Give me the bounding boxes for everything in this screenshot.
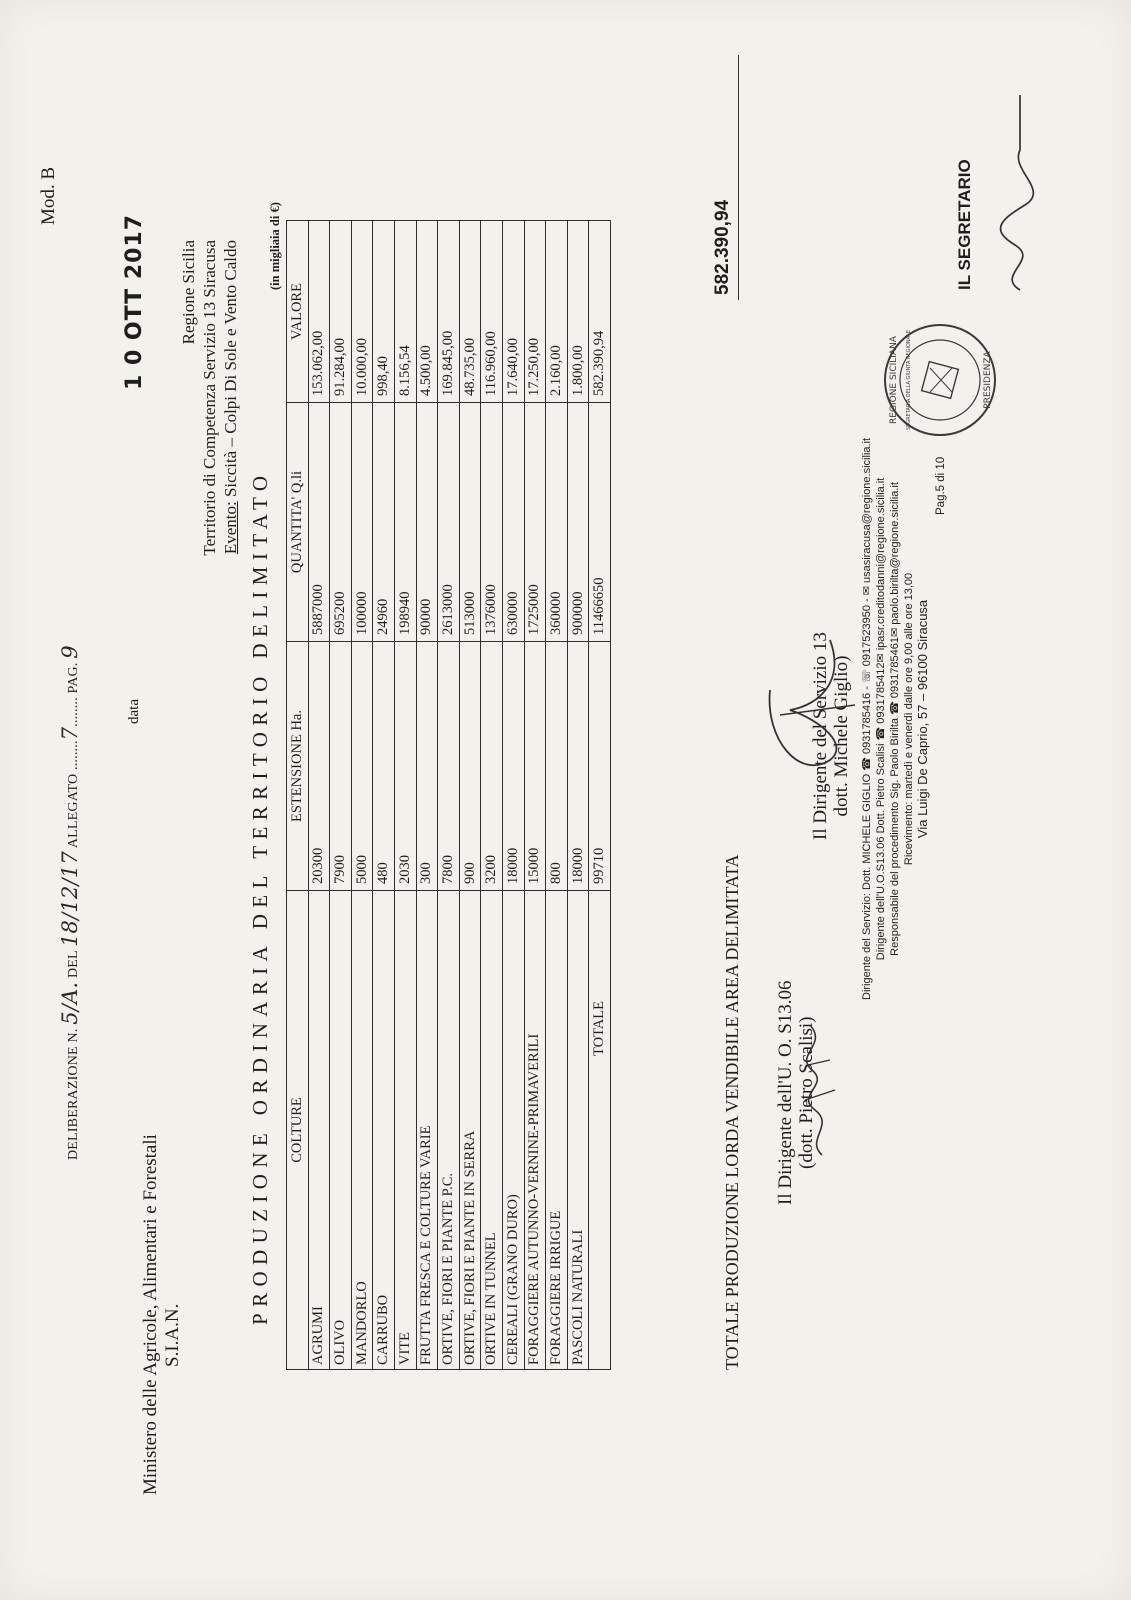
production-table	[286, 220, 611, 1370]
table-row	[351, 221, 373, 1370]
header-valore: VALORE	[287, 221, 309, 403]
allegato-number: 7	[58, 726, 82, 741]
cell-estensione: 5000	[351, 642, 373, 891]
cell-estensione: 300	[416, 642, 438, 891]
cell-quantita: 2613000	[438, 403, 460, 642]
table-row	[308, 221, 330, 1370]
cell-quantita: 1376000	[481, 403, 503, 642]
handwritten-signature-segretario	[990, 90, 1050, 300]
evento-text: Siccità – Colpi Di Sole e Vento Caldo	[221, 240, 240, 498]
page-number: Pag.5 di 10	[935, 456, 947, 515]
delibera-date: 18/12/17	[58, 851, 82, 947]
cell-estensione: 7800	[438, 642, 460, 891]
delibera-del: DEL	[66, 950, 81, 978]
seal-text-bottom: PRESIDENZA	[983, 351, 993, 409]
cell-quantita: 360000	[546, 403, 568, 642]
cell-coltura: AGRUMI	[308, 891, 330, 1370]
totale-value: 582.390,94	[712, 199, 733, 295]
cell-valore: 998,40	[373, 221, 395, 403]
signature-uo-title: Il Dirigente dell'U. O. S13.06	[775, 980, 796, 1205]
cell-quantita: 100000	[351, 403, 373, 642]
segretario-label: IL SEGRETARIO	[955, 159, 974, 290]
footer-line-1: Dirigente del Servizio: Dott. MICHELE GIGLIO ☎ 0931785416 - ☏ 0917523950 - ✉ usasiracusa@regione.sicilia.it	[861, 437, 873, 1000]
cell-estensione: 18000	[567, 642, 589, 891]
table-header-row	[287, 221, 309, 1370]
cell-valore: 116.960,00	[481, 221, 503, 403]
cell-valore: 91.284,00	[330, 221, 352, 403]
mod-label: Mod. B	[38, 166, 59, 225]
total-valore: 582.390,94	[589, 221, 611, 403]
cell-coltura: PASCOLI NATURALI	[567, 891, 589, 1370]
cell-estensione: 800	[546, 642, 568, 891]
table-row	[394, 221, 416, 1370]
ministero-name: Ministero delle Agricole, Alimentari e Forestali	[140, 1134, 161, 1495]
cell-valore: 10.000,00	[351, 221, 373, 403]
table-row	[438, 221, 460, 1370]
ministero-block	[140, 1134, 184, 1495]
table-total-row	[589, 221, 611, 1370]
cell-valore: 153.062,00	[308, 221, 330, 403]
cell-quantita: 198940	[394, 403, 416, 642]
table-row	[567, 221, 589, 1370]
cell-estensione: 2030	[394, 642, 416, 891]
cell-valore: 169.845,00	[438, 221, 460, 403]
cell-estensione: 7900	[330, 642, 352, 891]
total-quantita: 11466650	[589, 403, 611, 642]
signature-s13-name: dott. Michele Giglio)	[831, 655, 852, 817]
table-body	[308, 221, 610, 1370]
page-title: PRODUZIONE ORDINARIA DEL TERRITORIO DELIMITATO	[248, 469, 272, 1325]
header-colture: COLTURE	[287, 891, 309, 1370]
cell-coltura: FORAGGIERE AUTUNNO-VERNINE-PRIMAVERILI	[524, 891, 546, 1370]
footer-contacts	[860, 438, 930, 1000]
total-label-cell: TOTALE	[589, 891, 611, 1370]
delibera-prefix: DELIBERAZIONE N.	[66, 1028, 81, 1160]
cell-quantita: 900000	[567, 403, 589, 642]
signature-uo-name: (dott. Pietro Scalisi)	[796, 1016, 817, 1169]
cell-valore: 1.800,00	[567, 221, 589, 403]
territorio-line: Territorio di Competenza Servizio 13 Siracusa	[200, 240, 219, 556]
cell-estensione: 480	[373, 642, 395, 891]
table-row	[546, 221, 568, 1370]
handwritten-signature-scalisi	[800, 1020, 840, 1160]
table-row	[373, 221, 395, 1370]
cell-valore: 48.735,00	[459, 221, 481, 403]
cell-estensione: 20300	[308, 642, 330, 891]
signature-s13-title: Il Dirigente del Servizio 13	[810, 632, 831, 840]
evento-line	[220, 240, 241, 940]
footer-address: Via Luigi De Caprio, 57 – 96100 Siracusa	[915, 599, 930, 839]
cell-coltura: ORTIVE, FIORI E PIANTE IN SERRA	[459, 891, 481, 1370]
total-estensione: 99710	[589, 642, 611, 891]
cell-valore: 17.640,00	[502, 221, 524, 403]
cell-estensione: 15000	[524, 642, 546, 891]
footer-line-4: Ricevimento: martedì e venerdì dalle ore 9,00 alle ore 13,00	[903, 572, 915, 866]
cell-coltura: FORAGGIERE IRRIGUE	[546, 891, 568, 1370]
allegato-label: ALLEGATO	[66, 773, 81, 849]
cell-valore: 17.250,00	[524, 221, 546, 403]
data-label: data	[126, 699, 142, 724]
table-row	[524, 221, 546, 1370]
delibera-number: 5/A.	[58, 981, 82, 1025]
header-estensione: ESTENSIONE Ha.	[287, 642, 309, 891]
cell-quantita: 1725000	[524, 403, 546, 642]
header-quantita: QUANTITA' Q.li	[287, 403, 309, 642]
table-row	[330, 221, 352, 1370]
region-block	[178, 240, 241, 940]
footer-line-2: Dirigente dell'U.O.S13.06 Dott. Pietro Scalisi ☎ 0931785412✉ ipasr.creditodanni@regione.sicilia.it	[875, 477, 887, 961]
table-row	[481, 221, 503, 1370]
evento-label: Evento:	[221, 501, 240, 555]
cell-quantita: 24960	[373, 403, 395, 642]
table-row	[459, 221, 481, 1370]
totale-label: TOTALE PRODUZIONE LORDA VENDIBILE AREA DELIMITATA	[722, 854, 742, 1370]
table-row	[416, 221, 438, 1370]
cell-coltura: ORTIVE, FIORI E PIANTE P.C.	[438, 891, 460, 1370]
cell-estensione: 900	[459, 642, 481, 891]
cell-estensione: 18000	[502, 642, 524, 891]
cell-coltura: OLIVO	[330, 891, 352, 1370]
cell-coltura: MANDORLO	[351, 891, 373, 1370]
cell-estensione: 3200	[481, 642, 503, 891]
unit-note: (in migliaia di €)	[268, 202, 282, 290]
seal-text-inner: SEGRETARIA DELLA GIUNTA REGIONALE	[906, 329, 912, 431]
handwritten-signature-giglio	[760, 620, 860, 800]
cell-valore: 8.156,54	[394, 221, 416, 403]
region-name: Regione Sicilia	[179, 240, 198, 345]
cell-quantita: 630000	[502, 403, 524, 642]
delibera-line: DELIBERAZIONE N. 5/A. DEL 18/12/17 ALLEGATO ........7........ PAG. 9	[58, 645, 82, 1160]
cell-quantita: 5887000	[308, 403, 330, 642]
cell-valore: 2.160,00	[546, 221, 568, 403]
cell-coltura: CARRUBO	[373, 891, 395, 1370]
cell-coltura: VITE	[394, 891, 416, 1370]
footer-line-3: Responsabile del procedimento Sig. Paolo Birilta ☎ 0931785461✉ paolo.birilta@regione.sicilia.it	[889, 482, 901, 956]
cell-valore: 4.500,00	[416, 221, 438, 403]
cell-quantita: 695200	[330, 403, 352, 642]
table-row	[502, 221, 524, 1370]
pag-label: PAG.	[66, 662, 81, 694]
date-stamp: 1 0 OTT 2017	[122, 213, 147, 390]
regione-seal-stamp	[880, 320, 1000, 440]
cell-quantita: 90000	[416, 403, 438, 642]
seal-text-top: REGIONE SICILIANA	[889, 336, 899, 424]
cell-coltura: CEREALI (GRANO DURO)	[502, 891, 524, 1370]
sian-label: S.I.A.N.	[162, 1303, 183, 1367]
cell-quantita: 513000	[459, 403, 481, 642]
cell-coltura: ORTIVE IN TUNNEL	[481, 891, 503, 1370]
cell-coltura: FRUTTA FRESCA E COLTURE VARIE	[416, 891, 438, 1370]
totale-rule	[738, 55, 739, 300]
pag-number: 9	[58, 645, 82, 659]
